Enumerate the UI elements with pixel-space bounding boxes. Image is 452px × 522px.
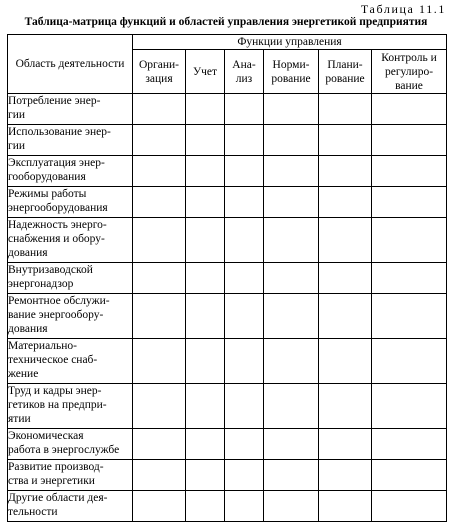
matrix-cell <box>264 263 319 294</box>
matrix-cell <box>372 429 447 460</box>
matrix-cell <box>133 187 186 218</box>
matrix-cell <box>225 263 264 294</box>
matrix-cell <box>133 263 186 294</box>
matrix-cell <box>372 187 447 218</box>
activity-area-cell: Надежность энерго- снабжения и обору- дования <box>8 218 133 263</box>
table-row <box>8 94 447 125</box>
table-row <box>8 263 447 294</box>
matrix-cell <box>225 125 264 156</box>
matrix-cell <box>264 218 319 263</box>
table-row <box>8 156 447 187</box>
matrix-cell <box>225 218 264 263</box>
matrix-cell <box>186 429 225 460</box>
matrix-cell <box>225 491 264 522</box>
activity-area-cell: Ремонтное обслужи- вание энергообору- дования <box>8 294 133 339</box>
activity-area-cell: Режимы работы энергооборудования <box>8 187 133 218</box>
matrix-cell <box>133 94 186 125</box>
function-header: Органи- зация <box>133 50 186 94</box>
matrix-cell <box>372 491 447 522</box>
matrix-cell <box>186 187 225 218</box>
matrix-cell <box>372 263 447 294</box>
matrix-cell <box>186 263 225 294</box>
matrix-cell <box>186 125 225 156</box>
matrix-cell <box>372 125 447 156</box>
matrix-cell <box>372 460 447 491</box>
matrix-cell <box>319 294 372 339</box>
matrix-cell <box>225 156 264 187</box>
matrix-cell <box>319 460 372 491</box>
matrix-cell <box>319 187 372 218</box>
matrix-cell <box>186 94 225 125</box>
matrix-cell <box>319 218 372 263</box>
matrix-cell <box>225 187 264 218</box>
matrix-cell <box>186 491 225 522</box>
activity-area-cell: Материально- техническое снаб- жение <box>8 339 133 384</box>
matrix-cell <box>319 94 372 125</box>
activity-area-cell: Развитие производ- ства и энергетики <box>8 460 133 491</box>
matrix-cell <box>186 384 225 429</box>
matrix-cell <box>186 218 225 263</box>
matrix-cell <box>319 339 372 384</box>
matrix-cell <box>319 263 372 294</box>
matrix-cell <box>319 491 372 522</box>
matrix-cell <box>264 156 319 187</box>
table-number: Таблица 11.1 <box>360 2 446 16</box>
matrix-cell <box>225 294 264 339</box>
matrix-cell <box>133 156 186 187</box>
matrix-cell <box>264 460 319 491</box>
matrix-cell <box>264 384 319 429</box>
matrix-cell <box>372 94 447 125</box>
matrix-cell <box>372 339 447 384</box>
function-header: Норми- рование <box>264 50 319 94</box>
matrix-cell <box>264 187 319 218</box>
activity-area-cell: Эксплуатация энер- гооборудования <box>8 156 133 187</box>
function-header: Ана- лиз <box>225 50 264 94</box>
table-row <box>8 294 447 339</box>
activity-area-cell: Потребление энер- гии <box>8 94 133 125</box>
matrix-cell <box>186 156 225 187</box>
matrix-cell <box>372 294 447 339</box>
matrix-cell <box>264 294 319 339</box>
matrix-cell <box>225 339 264 384</box>
functions-group-header: Функции управления <box>133 35 447 50</box>
matrix-cell <box>225 94 264 125</box>
table-row <box>8 125 447 156</box>
activity-area-cell: Экономическая работа в энергослужбе <box>8 429 133 460</box>
table-row <box>8 187 447 218</box>
matrix-cell <box>319 384 372 429</box>
activity-area-cell: Использование энер- гии <box>8 125 133 156</box>
functions-matrix-table <box>7 34 447 522</box>
matrix-cell <box>225 429 264 460</box>
matrix-cell <box>264 339 319 384</box>
matrix-cell <box>372 384 447 429</box>
matrix-cell <box>133 294 186 339</box>
matrix-cell <box>133 125 186 156</box>
matrix-cell <box>133 460 186 491</box>
matrix-cell <box>372 218 447 263</box>
matrix-cell <box>133 384 186 429</box>
matrix-cell <box>133 339 186 384</box>
function-header: Контроль и регулиро- вание <box>372 50 447 94</box>
matrix-cell <box>133 429 186 460</box>
matrix-cell <box>133 491 186 522</box>
activity-column-header: Область деятельности <box>8 35 133 94</box>
table-row <box>8 384 447 429</box>
matrix-cell <box>133 218 186 263</box>
table-row <box>8 339 447 384</box>
activity-area-cell: Внутризаводской энергонадзор <box>8 263 133 294</box>
matrix-cell <box>319 125 372 156</box>
table-row <box>8 491 447 522</box>
matrix-cell <box>225 384 264 429</box>
matrix-cell <box>225 460 264 491</box>
matrix-cell <box>264 429 319 460</box>
matrix-cell <box>186 294 225 339</box>
table-row <box>8 429 447 460</box>
matrix-cell <box>319 429 372 460</box>
matrix-cell <box>319 156 372 187</box>
matrix-cell <box>372 156 447 187</box>
function-header: Учет <box>186 50 225 94</box>
matrix-cell <box>264 125 319 156</box>
matrix-cell <box>264 94 319 125</box>
matrix-cell <box>264 491 319 522</box>
function-header: Плани- рование <box>319 50 372 94</box>
table-row <box>8 460 447 491</box>
matrix-cell <box>186 339 225 384</box>
activity-area-cell: Труд и кадры энер- гетиков на предпри- ятии <box>8 384 133 429</box>
table-title: Таблица-матрица функций и областей управления энергетикой предприятия <box>24 16 428 28</box>
matrix-cell <box>186 460 225 491</box>
table-row <box>8 218 447 263</box>
activity-area-cell: Другие области дея- тельности <box>8 491 133 522</box>
